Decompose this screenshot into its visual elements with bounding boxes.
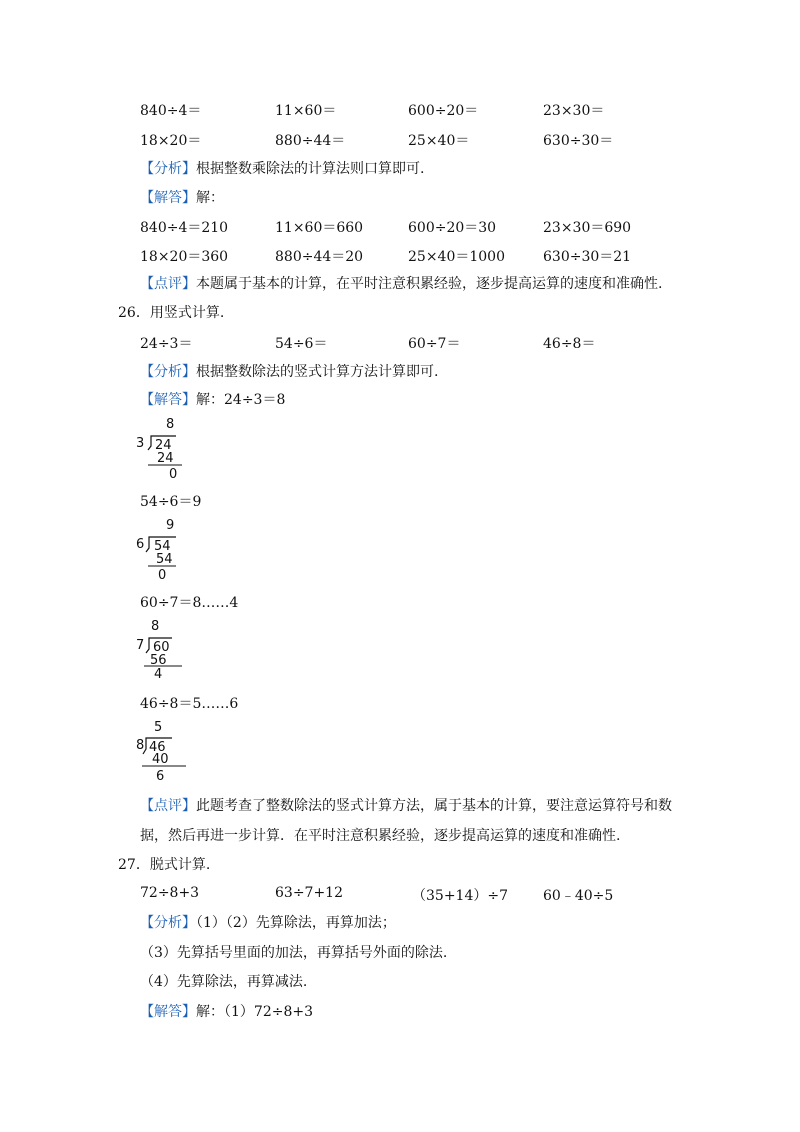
quotient: 5 xyxy=(154,720,163,735)
p25-q6: 880÷44＝ xyxy=(275,133,346,149)
p25-q4: 23×30＝ xyxy=(543,103,605,119)
p27-analysis xyxy=(140,914,396,932)
dividend: 24 xyxy=(155,438,172,453)
product: 54 xyxy=(156,552,173,567)
p27-analysis-3: （4）先算除法，再算减法. xyxy=(140,974,308,990)
p25-answer-row-2 xyxy=(0,246,800,264)
p25-a5: 18×20＝360 xyxy=(140,249,229,265)
comment-tag: 【点评】 xyxy=(140,798,196,814)
p25-a6: 880÷44＝20 xyxy=(275,249,364,265)
p25-q8: 630÷30＝ xyxy=(543,133,614,149)
p25-q3: 600÷20＝ xyxy=(408,103,479,119)
long-division-3 xyxy=(134,616,194,686)
p26-analysis-text: 根据整数除法的竖式计算方法计算即可. xyxy=(196,364,439,380)
divisor: 3 xyxy=(136,436,145,451)
p25-q2: 11×60＝ xyxy=(275,103,337,119)
p27-question-row xyxy=(0,885,800,903)
p25-analysis xyxy=(140,160,424,178)
p26-analysis xyxy=(140,363,438,381)
p25-analysis-text: 根据整数乘除法的计算法则口算即可. xyxy=(196,161,425,177)
quotient: 8 xyxy=(151,619,160,634)
p25-a8: 630÷30＝21 xyxy=(543,249,632,265)
remainder: 0 xyxy=(169,467,178,482)
p25-q7: 25×40＝ xyxy=(408,133,470,149)
divisor: 8 xyxy=(136,738,145,753)
p25-a4: 23×30＝690 xyxy=(543,220,632,236)
p27-answer xyxy=(140,1003,313,1021)
p25-answer xyxy=(140,189,224,207)
p26-eq-4: 46÷8＝5……6 xyxy=(140,696,239,712)
p25-answer-intro: 解： xyxy=(196,190,224,206)
p27-analysis-1: （1）（2）先算除法，再算加法； xyxy=(196,915,396,931)
p25-a7: 25×40＝1000 xyxy=(408,249,505,265)
analysis-tag: 【分析】 xyxy=(140,161,196,177)
p27-title: 27．脱式计算. xyxy=(118,857,211,873)
p25-question-row-1 xyxy=(0,100,800,118)
dividend: 60 xyxy=(153,640,170,655)
long-division-1 xyxy=(134,414,194,484)
analysis-tag: 【分析】 xyxy=(140,915,196,931)
dividend: 54 xyxy=(154,539,171,554)
divisor: 7 xyxy=(136,638,145,653)
p26-comment-line-1: 此题考查了整数除法的竖式计算方法，属于基本的计算，要注意运算符号和数 xyxy=(196,798,672,814)
long-division-4 xyxy=(134,717,194,785)
p26-comment xyxy=(140,797,672,815)
p25-q1: 840÷4＝ xyxy=(140,103,202,119)
p27-analysis-2: （3）先算括号里面的加法，再算括号外面的除法. xyxy=(140,945,448,961)
p25-a1: 840÷4＝210 xyxy=(140,220,229,236)
p26-q3: 60÷7＝ xyxy=(408,336,461,352)
p26-eq-3: 60÷7＝8……4 xyxy=(140,595,239,611)
p26-title: 26．用竖式计算. xyxy=(118,305,225,321)
p26-eq-2: 54÷6＝9 xyxy=(140,494,202,510)
p26-comment-line-2: 据，然后再进一步计算．在平时注意积累经验，逐步提高运算的速度和准确性. xyxy=(140,828,621,844)
analysis-tag: 【分析】 xyxy=(140,364,196,380)
product: 56 xyxy=(150,653,167,668)
answer-tag: 【解答】 xyxy=(140,392,196,408)
p25-comment-text: 本题属于基本的计算，在平时注意积累经验，逐步提高运算的速度和准确性. xyxy=(196,276,663,292)
p25-a3: 600÷20＝30 xyxy=(408,220,497,236)
p25-question-row-2 xyxy=(0,130,800,148)
answer-tag: 【解答】 xyxy=(140,1004,196,1020)
remainder: 6 xyxy=(156,769,165,784)
divisor: 6 xyxy=(136,537,145,552)
p27-q4: 60﹣40÷5 xyxy=(543,888,614,904)
remainder: 0 xyxy=(158,568,167,583)
p26-q1: 24÷3＝ xyxy=(140,336,193,352)
p27-answer-first: 解：（1）72÷8+3 xyxy=(196,1004,313,1020)
comment-tag: 【点评】 xyxy=(140,276,196,292)
product: 24 xyxy=(157,451,174,466)
quotient: 9 xyxy=(166,518,175,533)
long-division-2 xyxy=(134,515,194,585)
p27-q1: 72÷8+3 xyxy=(140,885,200,901)
quotient: 8 xyxy=(166,417,175,432)
p27-q2: 63÷7+12 xyxy=(275,885,343,901)
p25-a2: 11×60＝660 xyxy=(275,220,364,236)
p26-q2: 54÷6＝ xyxy=(275,336,328,352)
p25-q5: 18×20＝ xyxy=(140,133,202,149)
p26-answer-first: 解：24÷3＝8 xyxy=(196,392,286,408)
dividend: 46 xyxy=(149,740,166,755)
p26-q4: 46÷8＝ xyxy=(543,336,596,352)
p25-answer-row-1 xyxy=(0,217,800,235)
remainder: 4 xyxy=(154,667,163,682)
p26-question-row xyxy=(0,333,800,351)
p26-answer xyxy=(140,391,285,409)
product: 40 xyxy=(152,752,169,767)
p27-q3: （35+14）÷7 xyxy=(412,888,508,904)
answer-tag: 【解答】 xyxy=(140,190,196,206)
p25-comment xyxy=(140,275,662,293)
